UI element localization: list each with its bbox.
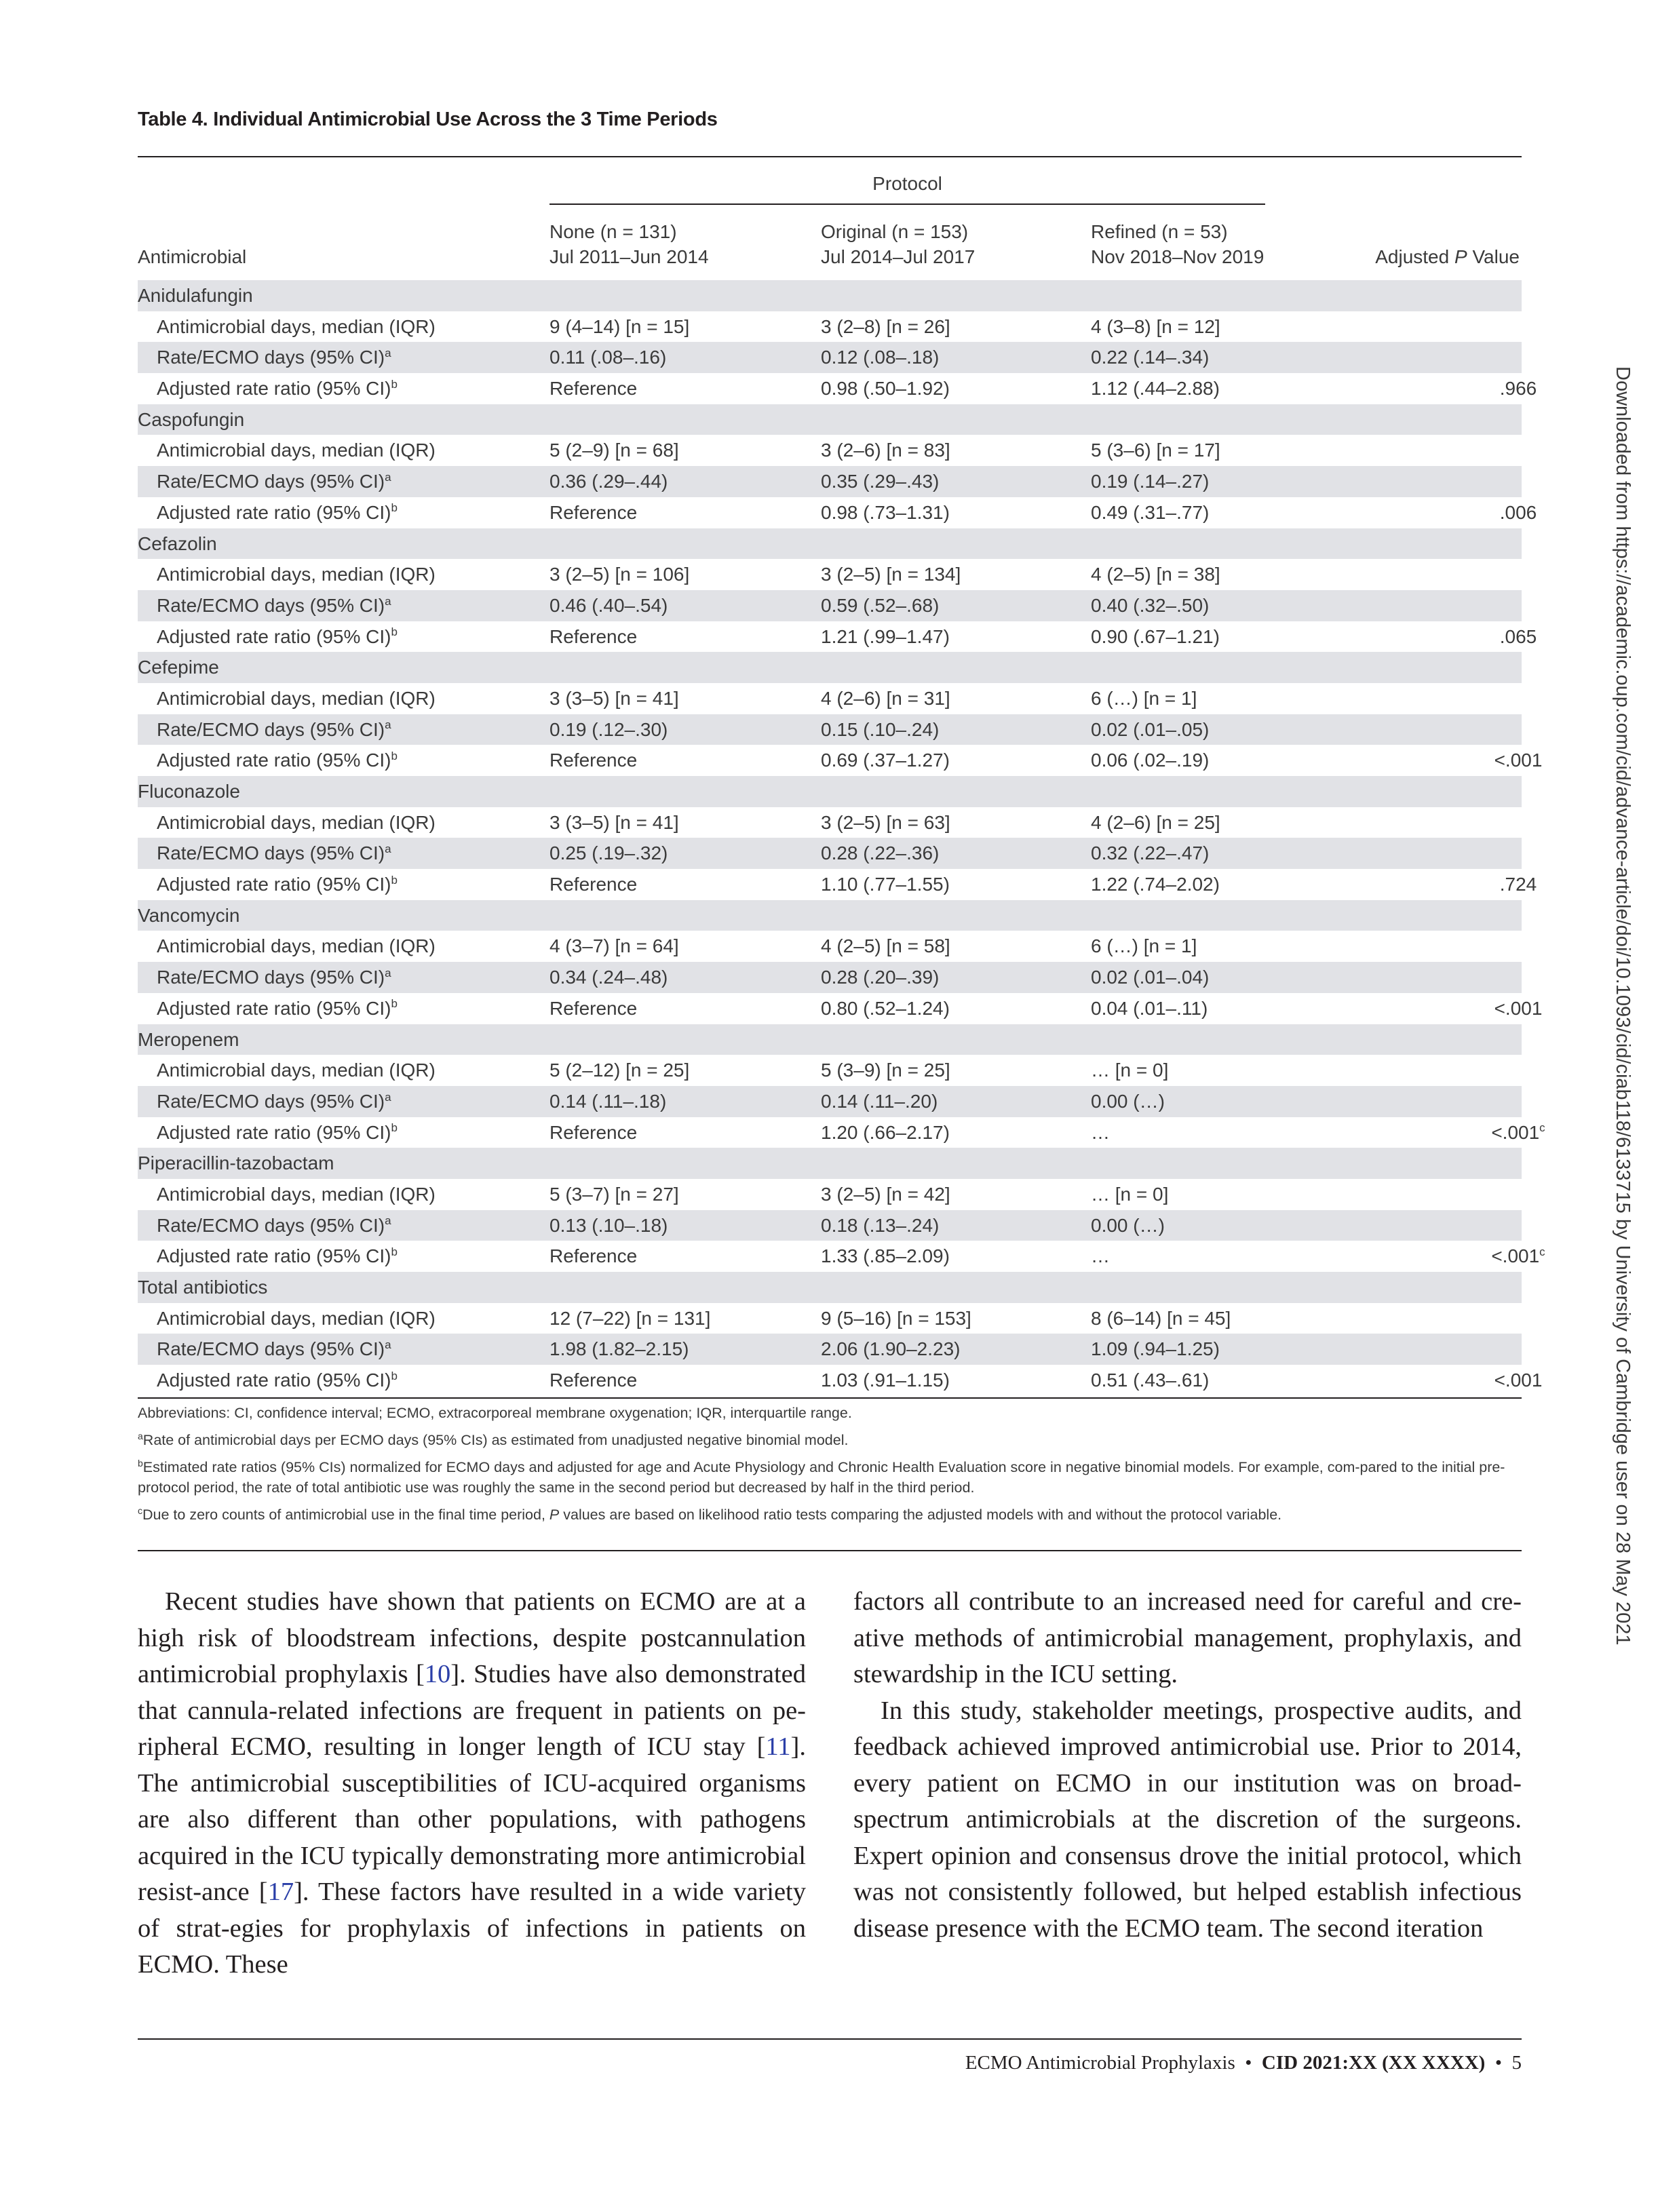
table-row [138, 1179, 1522, 1210]
table-row [138, 466, 1522, 497]
table-cell: 3 (2–6) [n = 83] [821, 440, 950, 461]
table-cell: 3 (2–5) [n = 63] [821, 811, 950, 833]
table-cell: 5 (2–12) [n = 25] [549, 1060, 690, 1081]
table-row [138, 962, 1522, 993]
row-label: Antimicrobial days, median (IQR) [157, 935, 436, 957]
table-row [138, 621, 1537, 653]
table-cell: 4 (2–5) [n = 58] [821, 935, 950, 957]
footnote-c: $^c$Due to zero counts of antimicrobial use in the final time period, P values are based on likelihood ratio tests comparing the adjusted models with and without the protocol variable. [138, 1505, 1282, 1523]
table-row [138, 342, 1522, 373]
group-name: Anidulafungin [138, 285, 253, 306]
group-name: Caspofungin [138, 408, 245, 430]
body-paragraph: factors all contribute to an increased need for careful and cre-ative methods of antimicrobial management, prophylaxis, and stewardship in the ICU setting. [853, 1587, 1522, 1688]
journal-citation: CID 2021:XX (XX XXXX) [1261, 2052, 1486, 2074]
table-bottom-rule [138, 1397, 1522, 1399]
group-name: Piperacillin-tazobactam [138, 1152, 334, 1174]
table-cell: Reference [549, 997, 638, 1019]
table-cell: 8 (6–14) [n = 45] [1091, 1307, 1231, 1329]
table-cell: 0.11 (.08–.16) [549, 347, 667, 368]
body-paragraph: Recent studies have shown that patients on ECMO are at a high risk of bloodstream infections, despite postcannulation antimicrobial prophylaxis [10]. Studies have also demonstrated that cannula-related infections are frequent in patients on pe-ripheral ECMO, resulting in longer length of ICU stay [11]. The antimicrobial susceptibilities of ICU-acquired organisms are also different than other populations, with pathogens acquired in the ICU typically demonstrating more antimicrobial resist-ance [17]. These factors have resulted in a wide variety of strat-egies for prophylaxis of infections in patients on ECMO. These [138, 1587, 806, 1979]
table-row [138, 311, 1522, 343]
table-title: Table 4. Individual Antimicrobial Use Across the 3 Time Periods [138, 109, 718, 130]
table-row [138, 1117, 1545, 1148]
table-cell: 0.22 (.14–.34) [1091, 347, 1210, 368]
group-name: Fluconazole [138, 781, 240, 802]
table-row [138, 1334, 1522, 1365]
row-label: Rate/ECMO days (95% CI)$^a$ [157, 594, 391, 616]
table-cell: … [n = 0] [1091, 1060, 1169, 1081]
body-text-left-column [138, 1584, 806, 1983]
table-cell: 1.03 (.91–1.15) [821, 1370, 950, 1391]
body-text-right-column [853, 1584, 1522, 1947]
table-cell: 0.46 (.40–.54) [549, 594, 668, 616]
table-cell: 1.21 (.99–1.47) [821, 625, 950, 647]
row-label: Rate/ECMO days (95% CI)$^a$ [157, 1338, 391, 1360]
table-cell: 12 (7–22) [n = 131] [549, 1307, 711, 1329]
footer-rule [138, 2038, 1522, 2040]
p-value: <.001$^c$ [1491, 1121, 1545, 1143]
table-cell: 0.98 (.50–1.92) [821, 378, 950, 400]
table-cell: 0.04 (.01–.11) [1091, 997, 1208, 1019]
row-label: Antimicrobial days, median (IQR) [157, 1307, 436, 1329]
table-cell: … [1091, 1245, 1110, 1267]
row-label: Rate/ECMO days (95% CI)$^a$ [157, 842, 391, 864]
table-row [138, 559, 1522, 590]
table-cell: 6 (…) [n = 1] [1091, 687, 1197, 709]
table-cell: 9 (4–14) [n = 15] [549, 315, 690, 337]
table-row [138, 838, 1522, 869]
table-cell: 0.13 (.10–.18) [549, 1214, 668, 1236]
table-cell: 4 (3–8) [n = 12] [1091, 315, 1220, 337]
row-label: Rate/ECMO days (95% CI)$^a$ [157, 1214, 391, 1236]
citation-link[interactable]: 11 [765, 1732, 791, 1761]
table-row [138, 1086, 1522, 1117]
table-group-row [138, 528, 1522, 560]
table-cell: 0.19 (.14–.27) [1091, 471, 1210, 492]
table-cell: 0.80 (.52–1.24) [821, 997, 950, 1019]
table-cell: 1.33 (.85–2.09) [821, 1245, 950, 1267]
table-cell: 3 (3–5) [n = 41] [549, 687, 679, 709]
table-row [138, 1365, 1543, 1396]
row-label: Antimicrobial days, median (IQR) [157, 1183, 436, 1205]
table-group-row [138, 404, 1522, 435]
row-label: Rate/ECMO days (95% CI)$^a$ [157, 718, 391, 740]
table-cell: 4 (2–6) [n = 31] [821, 687, 950, 709]
row-label: Rate/ECMO days (95% CI)$^a$ [157, 470, 391, 492]
citation-link[interactable]: 10 [424, 1660, 451, 1688]
group-name: Cefazolin [138, 532, 217, 554]
table-cell: 1.12 (.44–2.88) [1091, 378, 1220, 400]
table-cell: 0.02 (.01–.04) [1091, 967, 1210, 988]
table-row [138, 1303, 1522, 1334]
protocol-header: Protocol [872, 173, 942, 194]
table-cell: Reference [549, 501, 638, 523]
group-name: Vancomycin [138, 904, 240, 926]
table-cell: 0.49 (.31–.77) [1091, 501, 1210, 523]
p-value: <.001 [1494, 997, 1543, 1019]
table-group-row [138, 280, 1522, 311]
p-value: <.001 [1494, 1370, 1543, 1391]
row-label: Antimicrobial days, median (IQR) [157, 1060, 436, 1081]
table-cell: Reference [549, 750, 638, 771]
table-group-row [138, 652, 1522, 683]
table-cell: 3 (3–5) [n = 41] [549, 811, 679, 833]
group-name: Meropenem [138, 1028, 239, 1050]
footnote-bottom-rule [138, 1550, 1522, 1551]
table-cell: Reference [549, 1370, 638, 1391]
table-cell: 2.06 (1.90–2.23) [821, 1338, 961, 1360]
table-cell: 0.18 (.13–.24) [821, 1214, 940, 1236]
row-label: Rate/ECMO days (95% CI)$^a$ [157, 347, 391, 368]
table-cell: 5 (3–9) [n = 25] [821, 1060, 950, 1081]
table-cell: 0.15 (.10–.24) [821, 718, 940, 740]
table-cell: Reference [549, 1121, 638, 1143]
table-cell: 0.32 (.22–.47) [1091, 842, 1210, 864]
p-value: .724 [1499, 874, 1537, 895]
table-row [138, 373, 1537, 404]
table-cell: 0.90 (.67–1.21) [1091, 625, 1220, 647]
table-cell: 5 (3–6) [n = 17] [1091, 440, 1220, 461]
p-value: .966 [1499, 378, 1537, 400]
table-group-row [138, 1024, 1522, 1055]
footnote-a: $^a$Rate of antimicrobial days per ECMO days (95% CIs) as estimated from unadjusted negative binomial model. [138, 1430, 849, 1448]
table-cell: 4 (2–6) [n = 25] [1091, 811, 1220, 833]
footnote-b: $^b$Estimated rate ratios (95% CIs) normalized for ECMO days and adjusted for age and Acute Physiology and Chronic Health Evaluation score in negative binomial models. For example, com-pared to the initial pre-protocol period, the rate of total antibiotic use was roughly the same in the second period but decreased by half in the third period. [138, 1457, 1505, 1496]
column-header-refined: Refined (n = 53) Nov 2018–Nov 2019 [1091, 221, 1265, 267]
table-group-row [138, 1272, 1522, 1303]
table-cell: 0.02 (.01–.05) [1091, 718, 1210, 740]
table-row [138, 869, 1537, 900]
row-label: Antimicrobial days, median (IQR) [157, 564, 436, 585]
column-header-none: None (n = 131) Jul 2011–Jun 2014 [549, 221, 709, 267]
row-label: Antimicrobial days, median (IQR) [157, 440, 436, 461]
download-watermark: Downloaded from https://academic.oup.com/cid/advance-article/doi/10.1093/cid/ciab118/6133715 by University of Cambridge user on 28 May 2021 [1612, 366, 1634, 1646]
table-cell: … [1091, 1121, 1110, 1143]
table-cell: Reference [549, 1245, 638, 1267]
row-label: Antimicrobial days, median (IQR) [157, 315, 436, 337]
table-cell: Reference [549, 378, 638, 400]
table-body [138, 280, 1545, 1396]
table-cell: 0.98 (.73–1.31) [821, 501, 950, 523]
p-value: .006 [1499, 501, 1537, 523]
page-footer: ECMO Antimicrobial Prophylaxis • CID 2021:XX (XX XXXX) • 5 [965, 2052, 1522, 2074]
table-row [138, 435, 1522, 466]
table-cell: 0.36 (.29–.44) [549, 471, 668, 492]
table-cell: Reference [549, 625, 638, 647]
table-cell: 0.00 (…) [1091, 1214, 1165, 1236]
group-name: Cefepime [138, 657, 219, 678]
table-cell: 0.59 (.52–.68) [821, 594, 940, 616]
table-cell: 1.10 (.77–1.55) [821, 874, 950, 895]
table-row [138, 497, 1537, 528]
table-row [138, 807, 1522, 838]
table-group-row [138, 1148, 1522, 1179]
table-cell: 0.28 (.22–.36) [821, 842, 940, 864]
row-label: Rate/ECMO days (95% CI)$^a$ [157, 966, 391, 988]
row-label: Adjusted rate ratio (95% CI)$^b$ [157, 997, 398, 1019]
running-title: ECMO Antimicrobial Prophylaxis [965, 2052, 1235, 2074]
table-cell: 9 (5–16) [n = 153] [821, 1307, 971, 1329]
table-row [138, 1055, 1522, 1086]
table-cell: 4 (2–5) [n = 38] [1091, 564, 1220, 585]
table-cell: 0.25 (.19–.32) [549, 842, 668, 864]
group-name: Total antibiotics [138, 1277, 268, 1298]
table-cell: … [n = 0] [1091, 1183, 1169, 1205]
table-row [138, 1210, 1522, 1241]
table-cell: 3 (2–5) [n = 134] [821, 564, 961, 585]
table-row [138, 1241, 1545, 1272]
column-header-original: Original (n = 153) Jul 2014–Jul 2017 [821, 221, 976, 267]
citation-link[interactable]: 17 [267, 1878, 294, 1906]
table-cell: 5 (2–9) [n = 68] [549, 440, 679, 461]
row-label: Adjusted rate ratio (95% CI)$^b$ [157, 501, 398, 523]
table-cell: 0.14 (.11–.18) [549, 1090, 667, 1112]
table-cell: 1.22 (.74–2.02) [1091, 874, 1220, 895]
table-cell: 6 (…) [n = 1] [1091, 935, 1197, 957]
table-cell: 0.14 (.11–.20) [821, 1090, 938, 1112]
table-cell: 5 (3–7) [n = 27] [549, 1183, 679, 1205]
table-cell: 1.09 (.94–1.25) [1091, 1338, 1220, 1360]
row-label: Adjusted rate ratio (95% CI)$^b$ [157, 1369, 398, 1391]
row-label: Antimicrobial days, median (IQR) [157, 687, 436, 709]
table-cell: 3 (2–8) [n = 26] [821, 315, 950, 337]
column-header-pvalue: Adjusted P Value [1375, 246, 1520, 267]
table-cell: 0.34 (.24–.48) [549, 967, 668, 988]
table-cell: Reference [549, 874, 638, 895]
table-cell: 4 (3–7) [n = 64] [549, 935, 679, 957]
p-value: <.001 [1494, 750, 1543, 771]
row-label: Adjusted rate ratio (95% CI)$^b$ [157, 1245, 398, 1267]
column-header-antimicrobial: Antimicrobial [138, 246, 247, 267]
table-row [138, 590, 1522, 621]
row-label: Adjusted rate ratio (95% CI)$^b$ [157, 873, 398, 895]
table-cell: 3 (2–5) [n = 42] [821, 1183, 950, 1205]
table-cell: 0.00 (…) [1091, 1090, 1165, 1112]
p-value: <.001$^c$ [1491, 1245, 1545, 1267]
table-cell: 0.12 (.08–.18) [821, 347, 940, 368]
table-cell: 0.69 (.37–1.27) [821, 750, 950, 771]
footnote-abbreviations: Abbreviations: CI, confidence interval; ECMO, extracorporeal membrane oxygenation; IQR, interquartile range. [138, 1405, 852, 1421]
p-value: .065 [1499, 625, 1537, 647]
row-label: Adjusted rate ratio (95% CI)$^b$ [157, 625, 398, 647]
row-label: Adjusted rate ratio (95% CI)$^b$ [157, 377, 398, 400]
table-row [138, 683, 1522, 714]
table-group-row [138, 776, 1522, 807]
table-row [138, 714, 1522, 745]
table-cell: 0.40 (.32–.50) [1091, 594, 1210, 616]
body-paragraph: In this study, stakeholder meetings, prospective audits, and feedback achieved improved antimicrobial use. Prior to 2014, every patient on ECMO in our institution was on broad-spectrum antimicrobials at the discretion of the surgeons. Expert opinion and consensus drove the initial protocol, which was not consistently followed, but helped establish infectious disease presence with the ECMO team. The second iteration [853, 1696, 1522, 1943]
table-cell: 0.28 (.20–.39) [821, 967, 940, 988]
table-cell: 0.19 (.12–.30) [549, 718, 668, 740]
row-label: Adjusted rate ratio (95% CI)$^b$ [157, 1121, 398, 1143]
table-cell: 0.06 (.02–.19) [1091, 750, 1210, 771]
table-cell: 3 (2–5) [n = 106] [549, 564, 690, 585]
protocol-rule [549, 203, 1265, 205]
row-label: Antimicrobial days, median (IQR) [157, 811, 436, 833]
table-cell: 1.20 (.66–2.17) [821, 1121, 950, 1143]
table-group-row [138, 900, 1522, 931]
table-row [138, 745, 1543, 776]
table-row [138, 931, 1522, 962]
table-top-rule [138, 156, 1522, 157]
table-row [138, 993, 1543, 1024]
table-cell: 1.98 (1.82–2.15) [549, 1338, 689, 1360]
row-label: Adjusted rate ratio (95% CI)$^b$ [157, 749, 398, 771]
page-number: 5 [1511, 2052, 1522, 2074]
table-cell: 0.35 (.29–.43) [821, 471, 940, 492]
row-label: Rate/ECMO days (95% CI)$^a$ [157, 1090, 391, 1112]
table-cell: 0.51 (.43–.61) [1091, 1370, 1210, 1391]
